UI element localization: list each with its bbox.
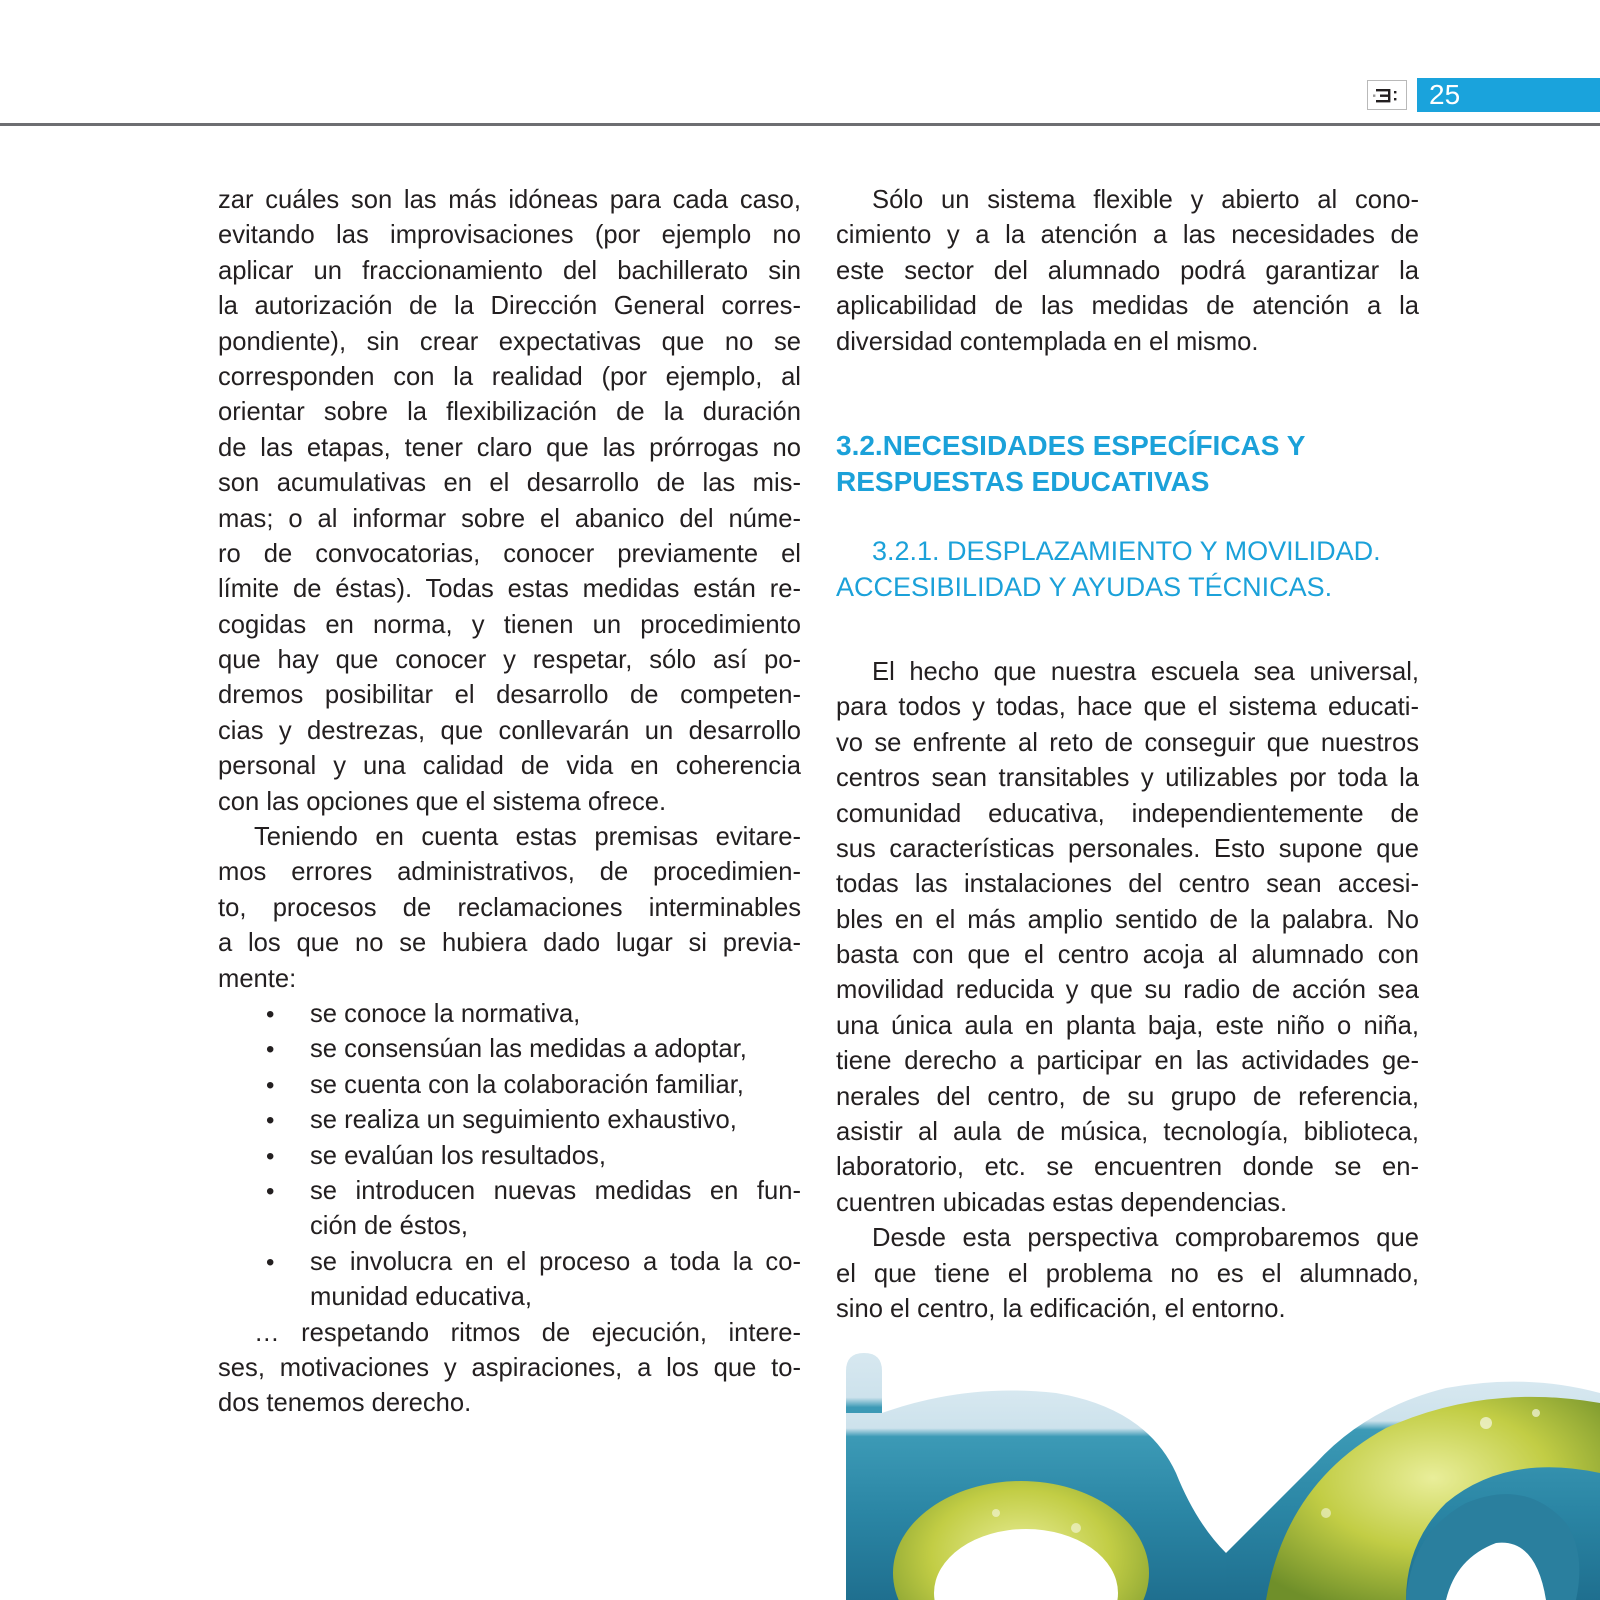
text-line: orientar sobre la flexibilización de la duración — [218, 398, 801, 427]
heading-line: 3.2.NECESIDADES ESPECÍFICAS Y — [836, 429, 1306, 461]
text-line: Desde esta perspectiva comprobaremos que — [872, 1224, 1419, 1253]
text-line: se conoce la normativa, — [310, 999, 581, 1028]
text-line: ción de éstos, — [310, 1212, 468, 1241]
text-line: aplicar un fraccionamiento del bachillerato sin — [218, 256, 801, 285]
right-paragraph-1 — [836, 655, 1419, 1221]
text-line: cias y destrezas, que conllevarán un desarrollo — [218, 716, 801, 745]
spacer — [836, 605, 1419, 655]
text-line: ro de convocatorias, conocer previamente el — [218, 539, 801, 568]
subsection-heading — [836, 533, 1419, 605]
heading-line: 3.2.1. DESPLAZAMIENTO Y MOVILIDAD. — [872, 535, 1381, 566]
text-line: se realiza un seguimiento exhaustivo, — [310, 1106, 737, 1135]
text-line: to, procesos de reclamaciones interminables — [218, 893, 801, 922]
left-closing-paragraph — [218, 1316, 801, 1422]
page-number-band — [1417, 78, 1600, 112]
text-line: pondiente), sin crear expectativas que no se — [218, 327, 801, 356]
text-line: comunidad educativa, independientemente de — [836, 799, 1419, 828]
text-line: ses, motivaciones y aspiraciones, a los que to- — [218, 1353, 801, 1382]
text-line: laboratorio, etc. se encuentren donde se en- — [836, 1153, 1419, 1182]
list-item — [218, 1174, 801, 1245]
page-number: 25 — [1429, 79, 1461, 110]
text-line: El hecho que nuestra escuela sea universal, — [872, 657, 1419, 686]
text-line: tiene derecho a participar en las actividades ge- — [836, 1047, 1419, 1076]
text-line: límite de éstas). Todas estas medidas están re- — [218, 575, 801, 604]
section-heading — [836, 428, 1419, 500]
text-line: zar cuáles son las más idóneas para cada caso, — [218, 186, 801, 214]
sea-and-grass-letterform-photo — [846, 1353, 1600, 1600]
text-line: a los que no se hubiera dado lugar si previa- — [218, 929, 801, 958]
text-line: cuentren ubicadas estas dependencias. — [836, 1188, 1288, 1217]
text-line: una única aula en planta baja, este niño o niña, — [836, 1011, 1419, 1040]
bokeh-dot — [1071, 1523, 1081, 1533]
list-item — [218, 1245, 801, 1316]
text-line: de las etapas, tener claro que las prórrogas no — [218, 433, 801, 462]
text-line: todas las instalaciones del centro sean accesi- — [836, 870, 1419, 899]
text-line: … respetando ritmos de ejecución, intere- — [254, 1318, 801, 1347]
right-intro-paragraph — [836, 183, 1419, 360]
text-line: sino el centro, la edificación, el entorno. — [836, 1294, 1286, 1323]
left-column — [218, 183, 801, 1422]
bullet-list — [218, 997, 801, 1316]
header-rule — [0, 123, 1600, 126]
chapter-3-glyph — [1368, 81, 1408, 111]
text-line: mos errores administrativos, de procedimien- — [218, 858, 801, 887]
list-item — [218, 1103, 801, 1138]
text-line: asistir al aula de música, tecnología, biblioteca, — [836, 1118, 1419, 1147]
bullet-icon: • — [266, 1107, 275, 1135]
text-line: diversidad contemplada en el mismo. — [836, 327, 1259, 356]
bullet-icon: • — [266, 1248, 275, 1276]
left-paragraph-1 — [218, 183, 801, 820]
text-line: bles en el más amplio sentido de la palabra. No — [836, 905, 1419, 934]
text-line: con las opciones que el sistema ofrece. — [218, 787, 667, 816]
text-line: son acumulativas en el desarrollo de las mis- — [218, 469, 801, 498]
text-line: Sólo un sistema flexible y abierto al cono- — [872, 186, 1419, 214]
heading-line: ACCESIBILIDAD Y AYUDAS TÉCNICAS. — [836, 571, 1333, 602]
text-line: nerales del centro, de su grupo de referencia, — [836, 1082, 1419, 1111]
text-line: se cuenta con la colaboración familiar, — [310, 1070, 744, 1099]
list-item — [218, 997, 801, 1032]
bullet-icon: • — [266, 1036, 275, 1064]
text-line: mas; o al informar sobre el abanico del núme- — [218, 504, 801, 533]
heading-line: RESPUESTAS EDUCATIVAS — [836, 465, 1210, 497]
bullet-icon: • — [266, 1177, 275, 1205]
text-line: movilidad reducida y que su radio de acción sea — [836, 976, 1419, 1005]
text-line: el que tiene el problema no es el alumnado, — [836, 1259, 1419, 1288]
text-line: para todos y todas, hace que el sistema educati- — [836, 693, 1419, 722]
text-line: se consensúan las medidas a adoptar, — [310, 1035, 747, 1064]
text-line: vo se enfrente al reto de conseguir que nuestros — [836, 728, 1419, 757]
bullet-icon: • — [266, 1000, 275, 1028]
text-line: personal y una calidad de vida en coherencia — [218, 752, 801, 781]
text-line: corresponden con la realidad (por ejemplo, al — [218, 362, 801, 391]
bullet-icon: • — [266, 1071, 275, 1099]
text-line: se introducen nuevas medidas en fun- — [310, 1176, 801, 1205]
text-line: munidad educativa, — [310, 1283, 532, 1312]
text-line: dremos posibilitar el desarrollo de competen- — [218, 681, 801, 710]
text-line: mente: — [218, 964, 297, 993]
text-line: se evalúan los resultados, — [310, 1141, 606, 1170]
text-line: este sector del alumnado podrá garantizar la — [836, 256, 1419, 285]
left-paragraph-2 — [218, 820, 801, 997]
bokeh-dot — [1321, 1508, 1331, 1518]
bokeh-dot — [1532, 1409, 1540, 1417]
list-item — [218, 1068, 801, 1103]
bokeh-dot — [992, 1509, 1000, 1517]
text-line: sus características personales. Esto supone que — [836, 834, 1419, 863]
text-line: cimiento y a la atención a las necesidades de — [836, 221, 1419, 250]
text-line: se involucra en el proceso a toda la co- — [310, 1247, 801, 1276]
text-line: dos tenemos derecho. — [218, 1389, 472, 1418]
text-line: centros sean transitables y utilizables por toda la — [836, 764, 1419, 793]
text-line: evitando las improvisaciones (por ejemplo no — [218, 221, 801, 250]
list-item — [218, 1032, 801, 1067]
bullet-icon: • — [266, 1142, 275, 1170]
chapter-3-icon — [1367, 80, 1407, 110]
text-line: que hay que conocer y respetar, sólo así po- — [218, 646, 801, 675]
right-paragraph-2 — [836, 1221, 1419, 1327]
text-line: basta con que el centro acoja al alumnado con — [836, 941, 1419, 970]
text-line: cogidas en norma, y tienen un procedimiento — [218, 610, 801, 639]
bokeh-dot — [1480, 1417, 1492, 1429]
list-item — [218, 1139, 801, 1174]
text-line: la autorización de la Dirección General corres- — [218, 292, 801, 321]
right-column — [836, 183, 1419, 1327]
text-line: Teniendo en cuenta estas premisas evitare- — [254, 823, 801, 852]
text-line: aplicabilidad de las medidas de atención a la — [836, 292, 1419, 321]
